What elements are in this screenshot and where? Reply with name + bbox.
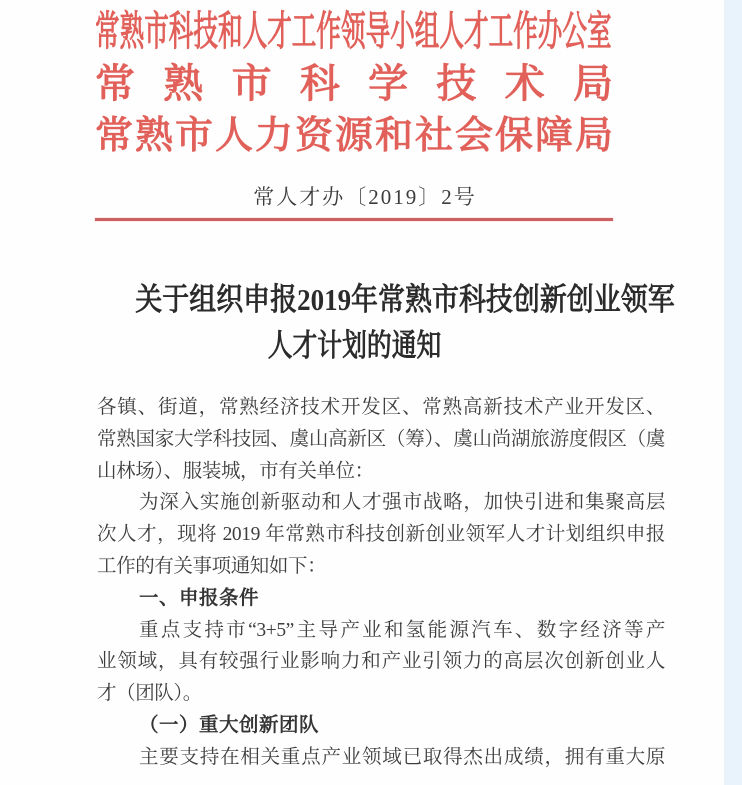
section-heading-1: 一、申报条件 [139,586,260,609]
issuing-org-line-1: 常熟市科技和人才工作领导小组人才工作办公室 [95,8,612,54]
body-line-addressees-1: 各镇、街道，常熟经济技术开发区、常熟高新技术产业开发区、 [97,397,665,418]
body-line-section1-3: 才（团队）。 [97,683,202,705]
title-line-2-row [95,323,613,369]
subsection-heading-1: （一）重大创新团队 [139,713,320,736]
document-title [95,277,675,369]
body-line-addressees-2: 常熟国家大学科技园、虞山高新区（筹）、虞山尚湖旅游度假区（虞 [97,428,665,450]
title-line-1: 关于组织申报2019年常熟市科技创新创业领军 [135,282,675,317]
title-line-1-row [95,277,675,323]
red-separator-line [95,218,613,221]
body-line-section1-1: 重点支持市“3+5”主导产业和氢能源汽车、数字经济等产 [139,619,665,641]
document-body [97,392,665,774]
body-line-intro-2: 次人才，现将 2019 年常熟市科技创新创业领军人才计划组织申报 [97,524,665,546]
issuing-org-line-3: 常熟市人力资源和社会保障局 [95,115,613,157]
title-line-2: 人才计划的通知 [267,328,441,363]
body-line-section1-2: 业领域，具有较强行业影响力和产业引领力的高层次创新创业人 [97,651,665,673]
issuing-org-line-2: 常熟市科学技术局 [95,61,613,106]
document-reference-number: 常人才办〔2019〕2号 [253,185,477,209]
body-line-subsection1-1: 主要支持在相关重点产业领域已取得杰出成绩，拥有重大原 [139,746,665,768]
body-line-intro-1: 为深入实施创新驱动和人才强市战略，加快引进和集聚高层 [139,492,665,514]
body-line-addressees-3: 山林场）、服装城，市有关单位： [97,460,374,482]
body-line-intro-3: 工作的有关事项通知如下： [97,555,327,577]
scanner-background-strip [724,0,742,785]
